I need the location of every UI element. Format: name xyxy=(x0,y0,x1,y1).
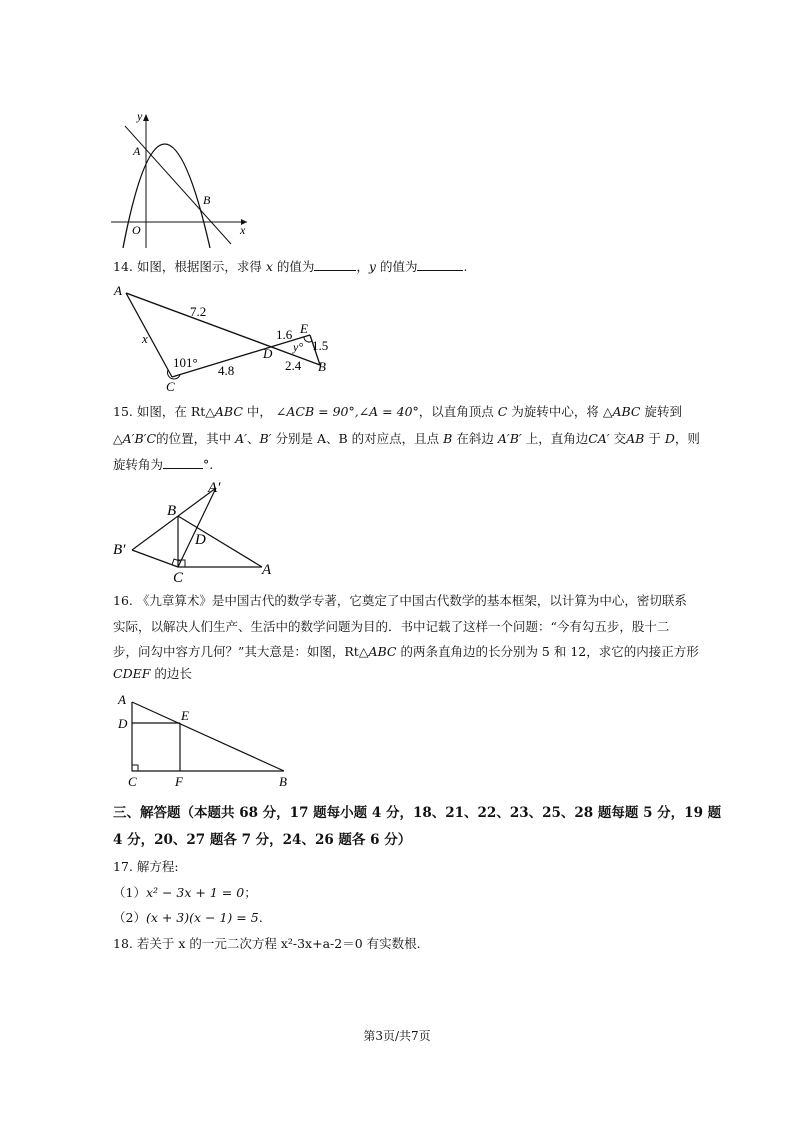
q15-c: C xyxy=(497,404,508,419)
q15-b: B xyxy=(443,431,453,446)
q15-text: 于 xyxy=(648,431,661,446)
q15-text: 中， xyxy=(246,404,272,419)
length-4-8: 4.8 xyxy=(218,363,235,378)
length-1-6: 1.6 xyxy=(276,327,293,342)
question-17-part1 xyxy=(113,884,257,902)
q17-part2-end: . xyxy=(258,910,263,925)
q14-var-x: x xyxy=(265,259,273,274)
label-f: F xyxy=(175,774,183,789)
label-b: B xyxy=(167,503,177,519)
question-16-line3 xyxy=(113,643,699,661)
question-17-title: 17. 解方程: xyxy=(113,859,179,874)
label-a-prime: A′ xyxy=(208,480,221,496)
q15-text: 分别是 A、B 的对应点，且点 xyxy=(275,431,440,446)
q15-text: 为旋转中心，将 xyxy=(511,404,599,419)
q15-text: 旋转到 xyxy=(644,404,682,419)
length-7-2: 7.2 xyxy=(190,304,207,319)
label-c: C xyxy=(128,774,137,789)
section-3-heading-line2: 4 分，20、27 题各 7 分，24、26 题各 6 分） xyxy=(113,832,412,848)
q17-part1-end: ； xyxy=(244,885,257,900)
question-18: 18. 若关于 x 的一元二次方程 x²-3x+a-2＝0 有实数根. xyxy=(113,936,421,951)
q16-text: 的两条直角边的长分别为 5 和 12，求它的内接正方形 xyxy=(400,644,699,659)
q16-text: 步，问勾中容方几何？”其大意是：如图，Rt△ xyxy=(113,644,369,659)
label-a: A xyxy=(262,562,272,578)
question-15-line3 xyxy=(113,456,213,474)
figure-q16 xyxy=(112,688,294,790)
q14-prefix: 14. 如图，根据图示，求得 xyxy=(113,259,262,274)
label-a: A xyxy=(114,283,122,298)
q16-cdef: CDEF xyxy=(113,666,151,681)
answer-blank-x[interactable] xyxy=(314,258,356,271)
label-x: x xyxy=(240,223,246,237)
label-c: C xyxy=(173,570,184,586)
q15-text: ，则 xyxy=(674,431,700,446)
segment-b1-c xyxy=(132,550,178,567)
q15-rt: Rt xyxy=(190,404,206,419)
line-ab xyxy=(125,126,231,244)
angle-y: y° xyxy=(293,340,304,354)
q14-mid2: 的值为 xyxy=(379,259,418,274)
q15-text: °. xyxy=(203,457,214,472)
q15-triangle: △ xyxy=(205,404,215,419)
q15-text: 旋转角为 xyxy=(113,457,164,472)
question-16-line4 xyxy=(113,665,192,683)
q17-part2-label: （2） xyxy=(113,910,146,925)
label-b: B xyxy=(279,774,287,789)
label-o: O xyxy=(132,223,141,237)
label-e: E xyxy=(300,321,308,336)
label-b: B xyxy=(203,193,211,207)
q14-sep: ， xyxy=(356,259,369,274)
q16-abc: ABC xyxy=(368,644,397,659)
label-b: B xyxy=(318,359,326,374)
q17-part1-equation: x² − 3x + 1 = 0 xyxy=(145,885,245,900)
q16-text: 的边长 xyxy=(154,666,192,681)
q15-hypotenuse: A′B′ xyxy=(497,431,522,446)
q15-text: 、 xyxy=(246,431,260,446)
q14-end: . xyxy=(463,259,468,274)
q15-leg: CA′ xyxy=(588,431,610,446)
figure-parabola-line xyxy=(105,108,255,253)
angle-101: 101° xyxy=(173,355,198,370)
question-16-line2: 实际，以解决人们生产、生活中的数学问题为目的．书中记载了这样一个问题：“今有勾五步，股十二 xyxy=(113,619,670,634)
q15-a-prime: A′ xyxy=(235,431,247,446)
answer-blank-y[interactable] xyxy=(417,258,463,271)
label-a: A xyxy=(118,692,126,707)
label-e: E xyxy=(181,708,189,723)
page-footer: 第3页/共7页 xyxy=(363,1029,431,1043)
question-15-line2 xyxy=(113,430,700,448)
right-angle-mark xyxy=(132,765,138,771)
question-15-line1 xyxy=(113,403,682,421)
q15-triangle: △ xyxy=(602,404,613,419)
q15-ab: AB xyxy=(626,431,645,446)
q15-d: D xyxy=(664,431,675,446)
q15-abc: ABC xyxy=(214,404,243,419)
q14-mid: 的值为 xyxy=(276,259,315,274)
label-y: y xyxy=(137,109,143,123)
label-d: D xyxy=(118,716,128,731)
question-17-part2 xyxy=(113,909,263,927)
q15-text: 15. 如图，在 xyxy=(113,404,187,419)
label-d: D xyxy=(263,346,273,361)
length-1-5: 1.5 xyxy=(312,338,329,353)
q17-part2-equation: (x + 3)(x − 1) = 5 xyxy=(145,910,259,925)
label-b-prime: B′ xyxy=(113,542,126,558)
q15-text: 上，直角边 xyxy=(525,431,589,446)
length-2-4: 2.4 xyxy=(285,358,302,373)
label-a: A xyxy=(133,144,141,158)
section-3-heading-line1: 三、解答题（本题共 68 分，17 题每小题 4 分，18、21、22、23、25、28 题每题 5 分，19 题 xyxy=(113,805,722,821)
y-axis-arrow xyxy=(143,114,149,121)
label-x: x xyxy=(142,331,148,346)
figure-q14 xyxy=(110,283,340,393)
q14-var-y: y xyxy=(368,259,376,274)
segment-a-b xyxy=(132,702,284,771)
question-14 xyxy=(113,258,467,276)
answer-blank-angle[interactable] xyxy=(163,456,203,469)
q15-b-prime: B′ xyxy=(259,431,272,446)
q15-condition: ∠ACB = 90°,∠A = 40° xyxy=(275,404,419,419)
q15-abc: ABC xyxy=(612,404,641,419)
q15-image-triangle: A′B′C xyxy=(122,431,157,446)
label-c: C xyxy=(166,379,175,393)
q15-text: 交 xyxy=(613,431,627,446)
question-16-line1: 16. 《九章算术》是中国古代的数学专著，它奠定了中国古代数学的基本框架，以计算为中心，密切联系 xyxy=(113,593,687,608)
q15-text: ，以直角顶点 xyxy=(418,404,494,419)
segment-ac xyxy=(126,293,172,377)
q17-part1-label: （1） xyxy=(113,885,146,900)
label-d: D xyxy=(195,532,206,548)
q15-text: 在斜边 xyxy=(456,431,494,446)
figure-q15 xyxy=(108,474,288,586)
q15-text: 的位置，其中 xyxy=(156,431,232,446)
q15-triangle: △ xyxy=(113,431,123,446)
